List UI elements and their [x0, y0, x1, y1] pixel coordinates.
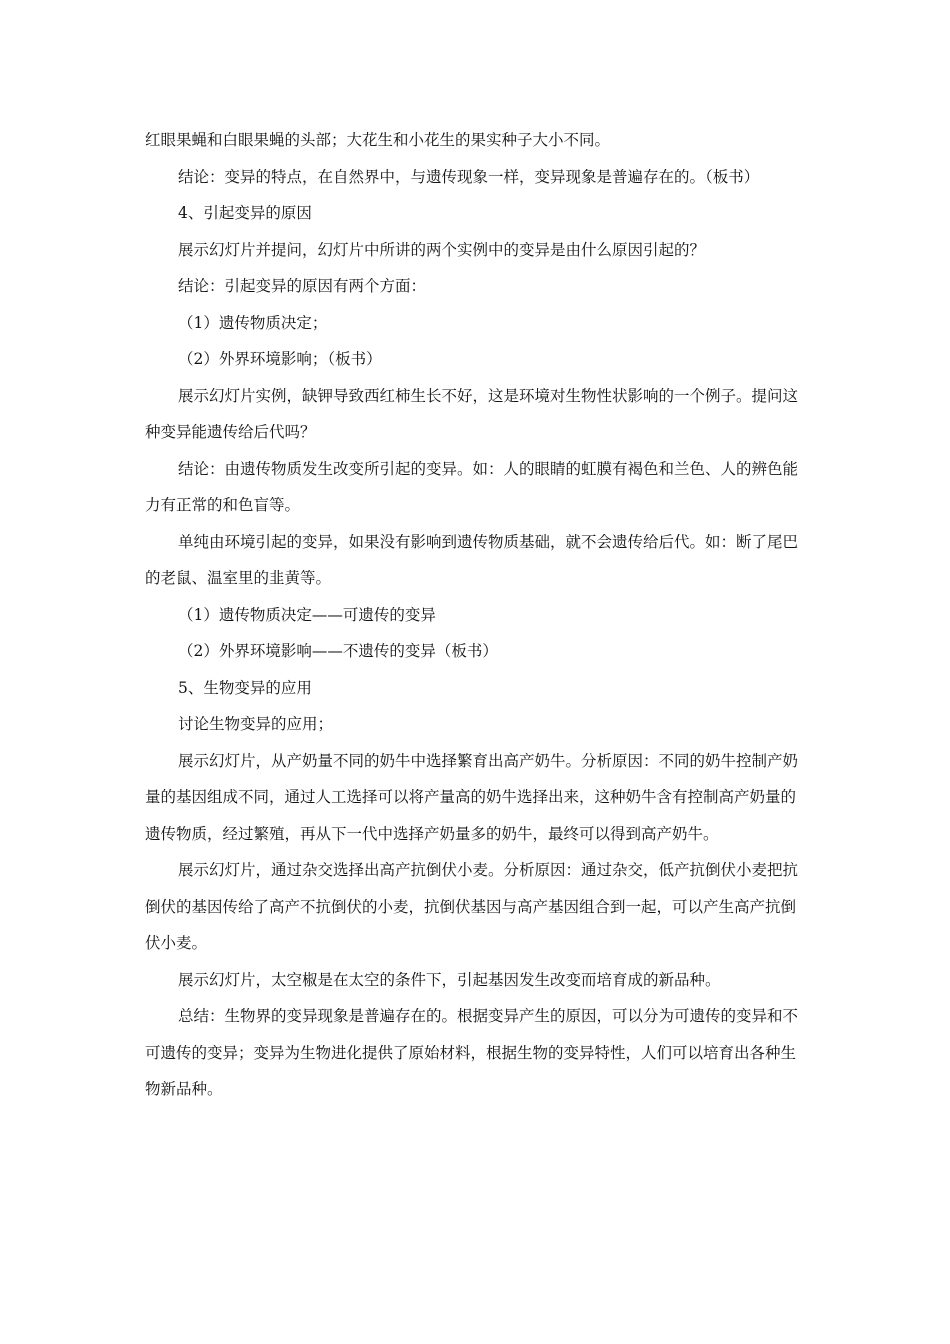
paragraph-summary: 总结：生物界的变异现象是普遍存在的。根据变异产生的原因，可以分为可遗传的变异和不可遗传的变异；变异为生物进化提供了原始材料，根据生物的变异特性，人们可以培育出各种生物新品种。: [145, 1007, 799, 1098]
section-heading-applications: 5、生物变异的应用: [178, 678, 312, 697]
section-heading-causes: 4、引起变异的原因: [178, 204, 312, 222]
paragraph-slide-question: 展示幻灯片并提问，幻灯片中所讲的两个实例中的变异是由什么原因引起的？: [178, 240, 706, 259]
paragraph-dairy-cow: 展示幻灯片，从产奶量不同的奶牛中选择繁育出高产奶牛。分析原因：不同的奶牛控制产奶量的基因组成不同，通过人工选择可以将产量高的奶牛选择出来，这种奶牛含有控制高产奶量的遗传物质，经过繁殖，再从下一代中选择产奶量多的奶牛，最终可以得到高产奶牛。: [145, 751, 799, 843]
list-item-genetic: （1）遗传物质决定；: [178, 313, 328, 332]
paragraph-conclusion-variation-trait: 结论：变异的特点，在自然界中，与遗传现象一样，变异现象是普遍存在的。（板书）: [178, 167, 760, 186]
document-body: [145, 122, 805, 1108]
paragraph-continuation: 红眼果蝇和白眼果蝇的头部；大花生和小花生的果实种子大小不同。: [145, 131, 611, 149]
list-item-heritable-variation: （1）遗传物质决定——可遗传的变异: [178, 605, 436, 624]
paragraph-wheat: 展示幻灯片，通过杂交选择出高产抗倒伏小麦。分析原因：通过杂交，低产抗倒伏小麦把抗倒伏的基因传给了高产不抗倒伏的小麦，抗倒伏基因与高产基因组合到一起，可以产生高产抗倒伏小麦。: [145, 861, 799, 952]
paragraph-tomato-example: 展示幻灯片实例，缺钾导致西红柿生长不好，这是环境对生物性状影响的一个例子。提问这种变异能遗传给后代吗？: [145, 386, 799, 441]
paragraph-discussion: 讨论生物变异的应用；: [178, 715, 334, 733]
paragraph-environment-only: 单纯由环境引起的变异，如果没有影响到遗传物质基础，就不会遗传给后代。如：断了尾巴的老鼠、温室里的韭黄等。: [145, 532, 799, 587]
paragraph-conclusion-causes: 结论：引起变异的原因有两个方面：: [178, 277, 427, 295]
paragraph-conclusion-heritable: 结论：由遗传物质发生改变所引起的变异。如：人的眼睛的虹膜有褐色和兰色、人的辨色能力有正常的和色盲等。: [145, 459, 799, 514]
list-item-environment: （2）外界环境影响；（板书）: [178, 350, 382, 368]
paragraph-space-pepper: 展示幻灯片，太空椒是在太空的条件下，引起基因发生改变而培育成的新品种。: [178, 970, 721, 989]
list-item-nonheritable-variation: （2）外界环境影响——不遗传的变异（板书）: [178, 642, 498, 660]
